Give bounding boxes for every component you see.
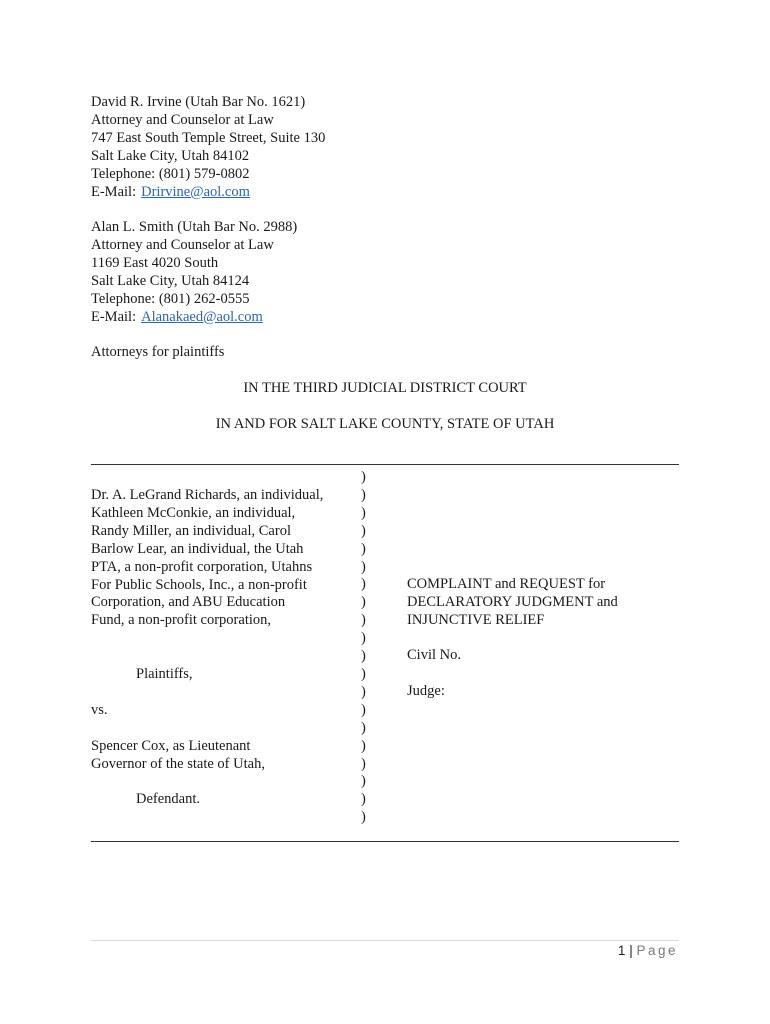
- versus: vs.: [91, 701, 108, 718]
- attorney-phone: Telephone: (801) 262-0555: [91, 290, 250, 307]
- paren: ): [361, 630, 366, 647]
- attorney-block-1: [91, 94, 325, 201]
- attorney-block-2: [91, 219, 297, 326]
- attorney-email-row: [91, 184, 325, 202]
- document-title-line: DECLARATORY JUDGMENT and: [407, 593, 618, 610]
- paren: ): [361, 576, 366, 593]
- defendant-label: Defendant.: [136, 791, 201, 808]
- document-title-line: COMPLAINT and REQUEST for: [407, 576, 606, 592]
- caption-top-rule: [91, 464, 679, 465]
- paren: ): [361, 755, 366, 772]
- plaintiff-line: For Public Schools, Inc., a non-profit: [91, 576, 307, 593]
- email-label: E-Mail:: [91, 183, 137, 200]
- plaintiffs-label: Plaintiffs,: [136, 666, 193, 683]
- page-number: 1: [617, 943, 626, 958]
- court-heading: IN THE THIRD JUDICIAL DISTRICT COURT: [243, 380, 527, 396]
- email-label: E-Mail:: [91, 308, 137, 325]
- attorney-address-line2: Salt Lake City, Utah 84102: [91, 147, 250, 164]
- attorney-address-line2: Salt Lake City, Utah 84124: [91, 272, 250, 289]
- paren: ): [361, 486, 366, 503]
- paren: ): [361, 737, 366, 754]
- attorneys-for: Attorneys for plaintiffs: [91, 344, 225, 360]
- attorney-name: David R. Irvine (Utah Bar No. 1621): [91, 94, 306, 110]
- document-title-line: INJUNCTIVE RELIEF: [407, 611, 545, 628]
- page-separator: |: [629, 943, 633, 958]
- court-subheading: IN AND FOR SALT LAKE COUNTY, STATE OF UTAH: [215, 416, 555, 432]
- paren: ): [361, 594, 366, 611]
- attorney-name: Alan L. Smith (Utah Bar No. 2988): [91, 219, 298, 235]
- paren: ): [361, 648, 366, 665]
- plaintiff-line: Corporation, and ABU Education: [91, 594, 286, 611]
- plaintiff-line: Barlow Lear, an individual, the Utah: [91, 540, 304, 557]
- page-footer: [618, 943, 678, 958]
- paren: ): [361, 791, 366, 808]
- paren: ): [361, 701, 366, 718]
- paren: ): [361, 773, 366, 790]
- plaintiff-line: Randy Miller, an individual, Carol: [91, 522, 291, 539]
- attorney-address-line1: 1169 East 4020 South: [91, 254, 219, 271]
- attorney-phone: Telephone: (801) 579-0802: [91, 165, 250, 182]
- paren: ): [361, 665, 366, 682]
- defendant-line: Governor of the state of Utah,: [91, 755, 265, 772]
- page-word: Page: [636, 943, 678, 958]
- paren: ): [361, 504, 366, 521]
- paren: ): [361, 540, 366, 557]
- paren: ): [361, 558, 366, 575]
- footer-divider: [91, 940, 679, 941]
- document-title: [407, 576, 618, 630]
- plaintiff-line: Fund, a non-profit corporation,: [91, 612, 272, 629]
- defendant-line: Spencer Cox, as Lieutenant: [91, 737, 251, 754]
- paren: ): [361, 522, 366, 539]
- paren: ): [361, 719, 366, 736]
- paren: ): [361, 809, 366, 826]
- attorney-title: Attorney and Counselor at Law: [91, 111, 274, 128]
- attorney-title: Attorney and Counselor at Law: [91, 236, 274, 253]
- email-link[interactable]: Alanakaed@aol.com: [141, 308, 263, 325]
- judge-label: Judge:: [407, 683, 445, 699]
- caption-parentheses: [361, 469, 366, 827]
- attorney-email-row: [91, 309, 297, 327]
- plaintiff-line: Dr. A. LeGrand Richards, an individual,: [91, 487, 324, 503]
- caption-bottom-rule: [91, 841, 679, 842]
- paren: ): [361, 612, 366, 629]
- paren: ): [361, 469, 366, 485]
- plaintiff-line: PTA, a non-profit corporation, Utahns: [91, 558, 313, 575]
- civil-number: Civil No.: [407, 647, 461, 663]
- attorney-address-line1: 747 East South Temple Street, Suite 130: [91, 129, 326, 146]
- paren: ): [361, 683, 366, 700]
- plaintiff-line: Kathleen McConkie, an individual,: [91, 504, 296, 521]
- email-link[interactable]: Drirvine@aol.com: [141, 183, 250, 200]
- caption-parties: [91, 487, 323, 809]
